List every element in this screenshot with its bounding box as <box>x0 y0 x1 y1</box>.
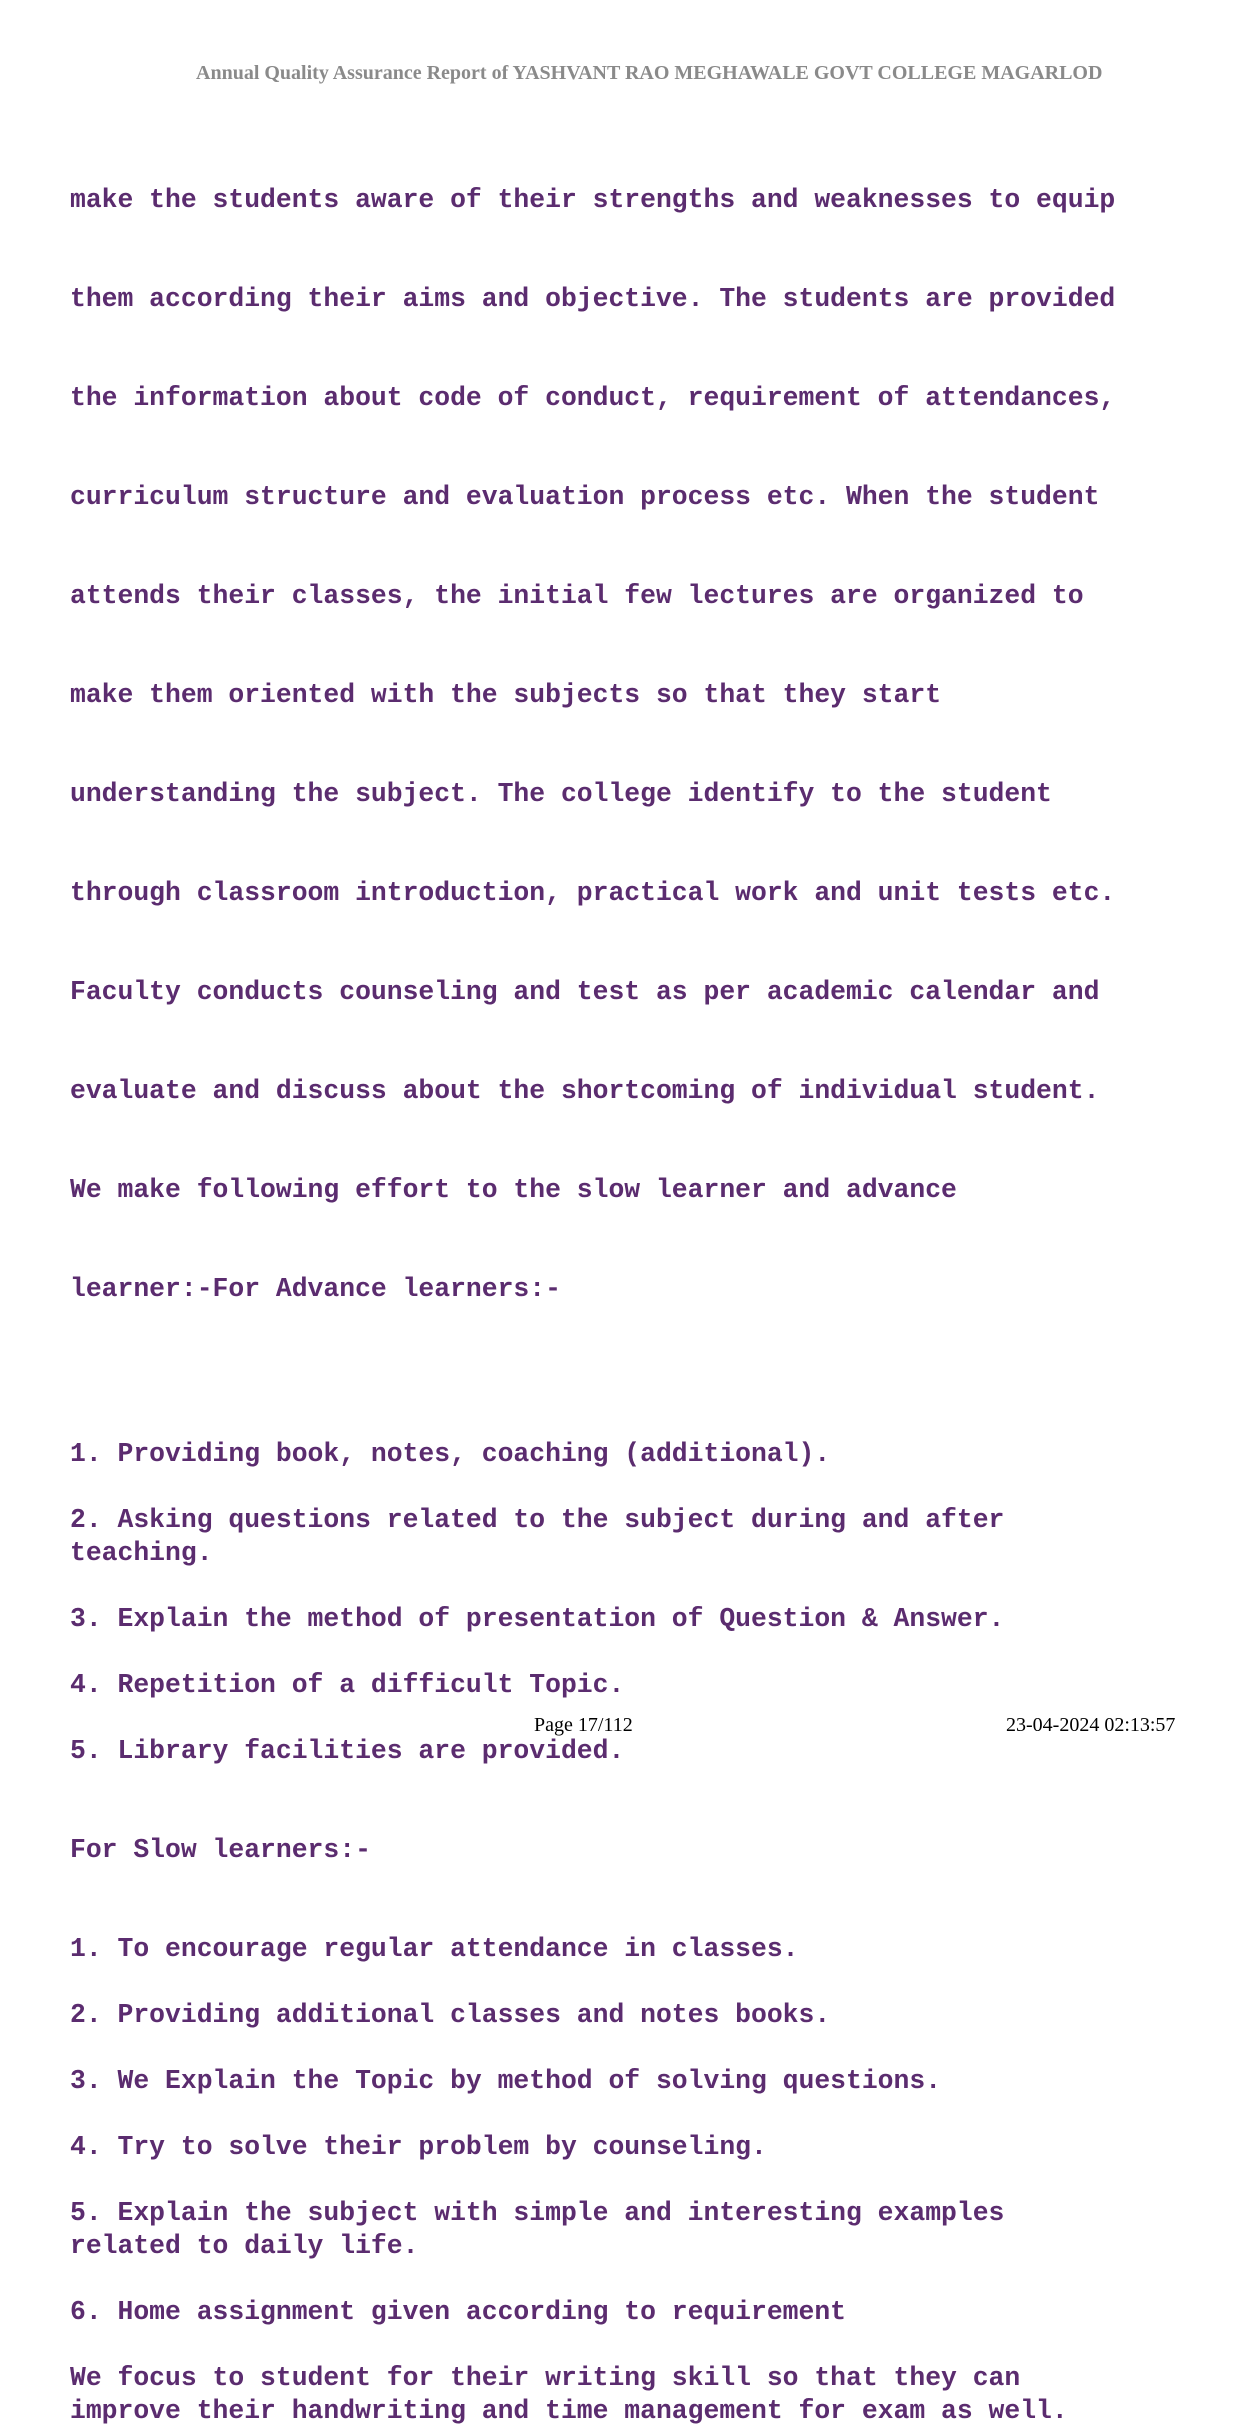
intro-line: understanding the subject. The college identify to the student <box>70 779 1052 809</box>
slow-item: 3. We Explain the Topic by method of solving questions. <box>70 2066 942 2096</box>
intro-line: make the students aware of their strengths and weaknesses to equip <box>70 185 1116 215</box>
slow-item: 1. To encourage regular attendance in classes. <box>70 1934 799 1964</box>
slow-item: 2. Providing additional classes and notes books. <box>70 2000 831 2030</box>
closing-paragraph: We focus to student for their writing skill so that they can improve their handwriting and time management for exam as well. <box>70 2363 1068 2426</box>
report-header: Annual Quality Assurance Report of YASHVANT RAO MEGHAWALE GOVT COLLEGE MAGARLOD <box>196 62 1103 84</box>
intro-line: evaluate and discuss about the shortcoming of individual student. <box>70 1076 1100 1106</box>
document-body <box>70 118 1180 2428</box>
slow-item: 5. Explain the subject with simple and interesting examples related to daily life. <box>70 2198 1005 2261</box>
page-number: Page 17/112 <box>534 1714 633 1736</box>
intro-line: curriculum structure and evaluation process etc. When the student <box>70 482 1100 512</box>
slow-item: 6. Home assignment given according to requirement <box>70 2297 847 2327</box>
advance-item: 2. Asking questions related to the subject during and after teaching. <box>70 1505 1005 1568</box>
intro-line: attends their classes, the initial few lectures are organized to <box>70 581 1084 611</box>
intro-line: We make following effort to the slow learner and advance <box>70 1175 957 1205</box>
intro-line: Faculty conducts counseling and test as per academic calendar and <box>70 977 1100 1007</box>
intro-line: the information about code of conduct, requirement of attendances, <box>70 383 1116 413</box>
print-timestamp: 23-04-2024 02:13:57 <box>1006 1714 1176 1736</box>
intro-line: through classroom introduction, practical work and unit tests etc. <box>70 878 1116 908</box>
advance-item: 4. Repetition of a difficult Topic. <box>70 1670 625 1700</box>
intro-line: them according their aims and objective. The students are provided <box>70 284 1116 314</box>
intro-paragraph <box>70 118 1180 1372</box>
intro-line: learner:-For Advance learners:- <box>70 1274 561 1304</box>
advance-item: 5. Library facilities are provided. <box>70 1736 625 1766</box>
slow-learners-heading: For Slow learners:- <box>70 1835 371 1865</box>
advance-item: 3. Explain the method of presentation of Question & Answer. <box>70 1604 1005 1634</box>
intro-line: make them oriented with the subjects so that they start <box>70 680 942 710</box>
slow-item: 4. Try to solve their problem by counseling. <box>70 2132 767 2162</box>
advance-item: 1. Providing book, notes, coaching (additional). <box>70 1439 831 1469</box>
